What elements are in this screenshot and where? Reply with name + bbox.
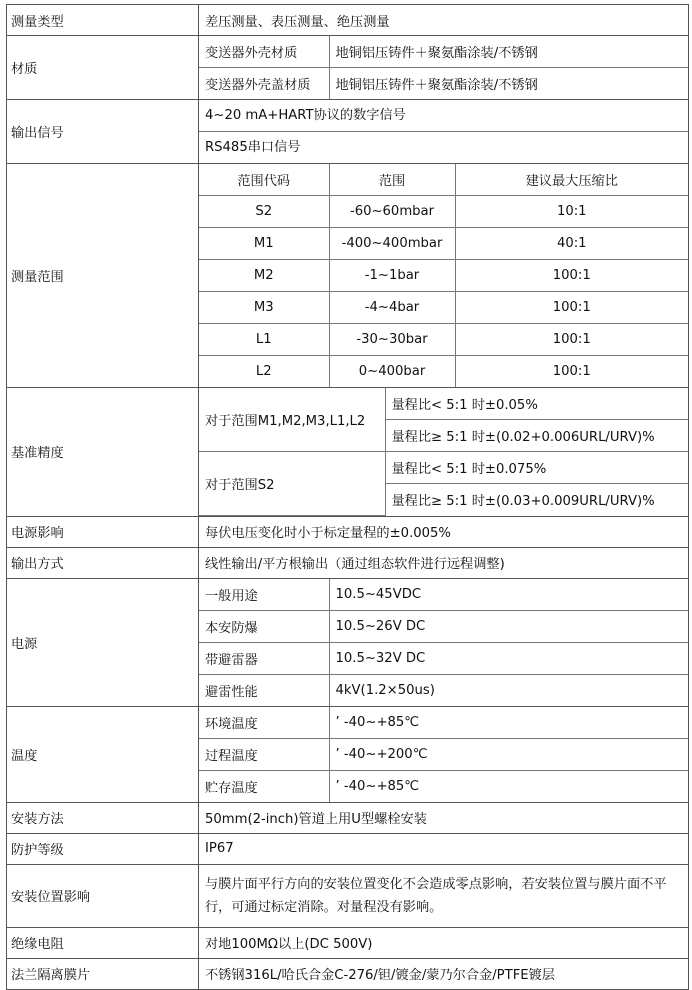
output-signal-cell <box>199 100 689 164</box>
range-turndown: 100:1 <box>455 260 688 292</box>
row-diaphragm <box>7 958 689 989</box>
position-effect-cell <box>199 864 689 927</box>
label-power: 电源 <box>7 578 199 706</box>
range-turndown: 40:1 <box>455 228 688 260</box>
value-position-effect: 与膜片面平行方向的安装位置变化不会造成零点影响，若安装位置与膜片面不平行，可通过标定消除。对量程没有影响。 <box>205 876 667 915</box>
range-code: M2 <box>199 260 329 292</box>
range-span: -1~1bar <box>329 260 455 292</box>
row-output-mode <box>7 547 689 578</box>
range-header: 范围代码 <box>199 164 329 196</box>
range-span: -4~4bar <box>329 292 455 324</box>
temperature-row <box>199 707 688 739</box>
accuracy-row <box>199 452 688 484</box>
power-value: 10.5~45VDC <box>329 579 688 611</box>
row-power-effect <box>7 516 689 547</box>
row-measure-type <box>7 5 689 36</box>
power-name: 带避雷器 <box>199 642 329 674</box>
row-output-signal <box>7 100 689 164</box>
label-output-signal: 输出信号 <box>7 100 199 164</box>
material-subtable <box>199 36 688 99</box>
range-subtable <box>199 164 688 387</box>
label-position-effect: 安装位置影响 <box>7 864 199 927</box>
range-row <box>199 292 688 324</box>
temperature-row <box>199 770 688 802</box>
temperature-cell <box>199 706 689 802</box>
row-material <box>7 36 689 100</box>
label-protection: 防护等级 <box>7 833 199 864</box>
range-row <box>199 260 688 292</box>
range-code: S2 <box>199 196 329 228</box>
label-measure-range: 测量范围 <box>7 164 199 388</box>
value-measure-type: 差压测量、表压测量、绝压测量 <box>199 5 689 36</box>
spec-table-container <box>6 4 688 990</box>
temperature-row <box>199 738 688 770</box>
power-row <box>199 674 688 706</box>
range-span: -400~400mbar <box>329 228 455 260</box>
accuracy-cell <box>199 388 689 517</box>
range-row <box>199 228 688 260</box>
range-header: 建议最大压缩比 <box>455 164 688 196</box>
value-mounting: 50mm(2-inch)管道上用U型螺栓安装 <box>199 802 689 833</box>
range-row <box>199 356 688 388</box>
power-subtable <box>199 579 688 706</box>
value-output-mode: 线性输出/平方根输出（通过组态软件进行远程调整) <box>199 547 689 578</box>
power-row <box>199 579 688 611</box>
label-accuracy: 基准精度 <box>7 388 199 517</box>
power-cell <box>199 578 689 706</box>
accuracy-row <box>199 388 688 420</box>
power-row <box>199 642 688 674</box>
power-name: 本安防爆 <box>199 610 329 642</box>
accuracy-scope: 对于范围S2 <box>199 452 385 516</box>
range-code: L2 <box>199 356 329 388</box>
row-position-effect <box>7 864 689 927</box>
output-signal-line: RS485串口信号 <box>199 131 688 163</box>
material-row <box>199 36 688 68</box>
range-span: 0~400bar <box>329 356 455 388</box>
label-diaphragm: 法兰隔离膜片 <box>7 958 199 989</box>
label-mounting: 安装方法 <box>7 802 199 833</box>
range-turndown: 100:1 <box>455 324 688 356</box>
power-value: 10.5~32V DC <box>329 642 688 674</box>
output-signal-line: 4~20 mA+HART协议的数字信号 <box>205 108 406 123</box>
value-protection: IP67 <box>199 833 689 864</box>
power-name: 避雷性能 <box>199 674 329 706</box>
material-cell <box>199 36 689 100</box>
material-value: 地铜铝压铸件＋聚氨酯涂装/不锈钢 <box>329 36 688 68</box>
range-span: -30~30bar <box>329 324 455 356</box>
row-protection <box>7 833 689 864</box>
value-power-effect: 每伏电压变化时小于标定量程的±0.005% <box>199 516 689 547</box>
accuracy-item: 量程比≥ 5:1 时±(0.02+0.006URL/URV)% <box>385 420 688 452</box>
label-output-mode: 输出方式 <box>7 547 199 578</box>
range-header-row <box>199 164 688 196</box>
temperature-subtable <box>199 707 688 802</box>
range-row <box>199 196 688 228</box>
accuracy-scope: 对于范围M1,M2,M3,L1,L2 <box>199 388 385 452</box>
row-accuracy <box>7 388 689 517</box>
range-span: -60~60mbar <box>329 196 455 228</box>
range-code: M1 <box>199 228 329 260</box>
power-value: 10.5~26V DC <box>329 610 688 642</box>
value-diaphragm: 不锈钢316L/哈氏合金C-276/钽/镀金/蒙乃尔合金/PTFE镀层 <box>199 958 689 989</box>
temperature-name: 过程温度 <box>199 738 329 770</box>
material-name: 变送器外壳盖材质 <box>199 68 329 100</box>
label-measure-type: 测量类型 <box>7 5 199 36</box>
range-row <box>199 324 688 356</box>
row-temperature <box>7 706 689 802</box>
row-measure-range <box>7 164 689 388</box>
material-row <box>199 68 688 100</box>
spec-table <box>6 4 689 990</box>
value-insulation: 对地100MΩ以上(DC 500V) <box>199 927 689 958</box>
material-value: 地铜铝压铸件＋聚氨酯涂装/不锈钢 <box>329 68 688 100</box>
label-insulation: 绝缘电阻 <box>7 927 199 958</box>
power-row <box>199 610 688 642</box>
power-name: 一般用途 <box>199 579 329 611</box>
row-power <box>7 578 689 706</box>
range-cell <box>199 164 689 388</box>
accuracy-item: 量程比< 5:1 时±0.05% <box>385 388 688 420</box>
range-header: 范围 <box>329 164 455 196</box>
range-turndown: 100:1 <box>455 356 688 388</box>
temperature-value: ’ -40~+200℃ <box>329 738 688 770</box>
temperature-name: 环境温度 <box>199 707 329 739</box>
label-power-effect: 电源影响 <box>7 516 199 547</box>
accuracy-item: 量程比< 5:1 时±0.075% <box>385 452 688 484</box>
row-insulation <box>7 927 689 958</box>
range-code: M3 <box>199 292 329 324</box>
power-value: 4kV(1.2×50us) <box>329 674 688 706</box>
material-name: 变送器外壳材质 <box>199 36 329 68</box>
label-material: 材质 <box>7 36 199 100</box>
range-turndown: 10:1 <box>455 196 688 228</box>
accuracy-subtable <box>199 388 688 516</box>
temperature-value: ’ -40~+85℃ <box>329 770 688 802</box>
range-turndown: 100:1 <box>455 292 688 324</box>
row-mounting <box>7 802 689 833</box>
accuracy-item: 量程比≥ 5:1 时±(0.03+0.009URL/URV)% <box>385 484 688 516</box>
temperature-value: ’ -40~+85℃ <box>329 707 688 739</box>
temperature-name: 贮存温度 <box>199 770 329 802</box>
label-temperature: 温度 <box>7 706 199 802</box>
range-code: L1 <box>199 324 329 356</box>
